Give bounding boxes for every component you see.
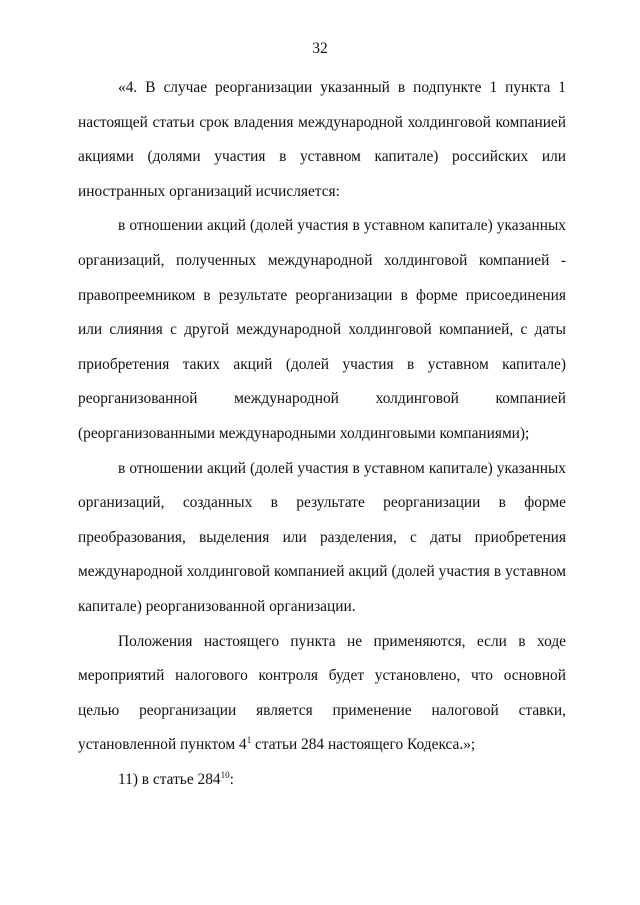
paragraph-merger-case: в отношении акций (долей участия в уставном капитале) указанных организаций, полученных международной холдинговой компанией - правопреемником в результате реорганизации в форме присоединения или слияния с другой международной холдинговой компанией, с даты приобретения таких акций (долей участия в уставном капитале) реорганизованной международной холдинговой компанией (реорганизованными международными холдинговыми компаниями); xyxy=(78,217,566,442)
document-body xyxy=(78,71,566,797)
paragraph-item-11 xyxy=(78,763,566,798)
paragraph-transformation-case: в отношении акций (долей участия в уставном капитале) указанных организаций, созданных в результате реорганизации в форме преобразования, выделения или разделения, с даты приобретения международной холдинговой компанией акций (долей участия в уставном капитале) реорганизованной организации. xyxy=(78,459,566,615)
superscript-1: 1 xyxy=(246,735,252,746)
paragraph-exception-text: Положения настоящего пункта не применяются, если в ходе мероприятий налогового контроля будет установлено, что основной целью реорганизации является применение налоговой ставки, установленной пунктом 4 xyxy=(78,632,566,754)
paragraph-clause-4: «4. В случае реорганизации указанный в подпункте 1 пункта 1 настоящей статьи срок владения международной холдинговой компанией акциями (долями участия в уставном капитале) российских или иностранных организаций исчисляется: xyxy=(78,79,566,200)
item-11-text: 11) в статье 284 xyxy=(118,770,221,788)
paragraph-exception xyxy=(78,625,566,763)
page-number: 32 xyxy=(312,40,328,57)
item-11-colon: : xyxy=(229,770,234,788)
superscript-10: 10 xyxy=(220,769,230,780)
paragraph-exception-tail: статьи 284 настоящего Кодекса.»; xyxy=(251,736,476,754)
